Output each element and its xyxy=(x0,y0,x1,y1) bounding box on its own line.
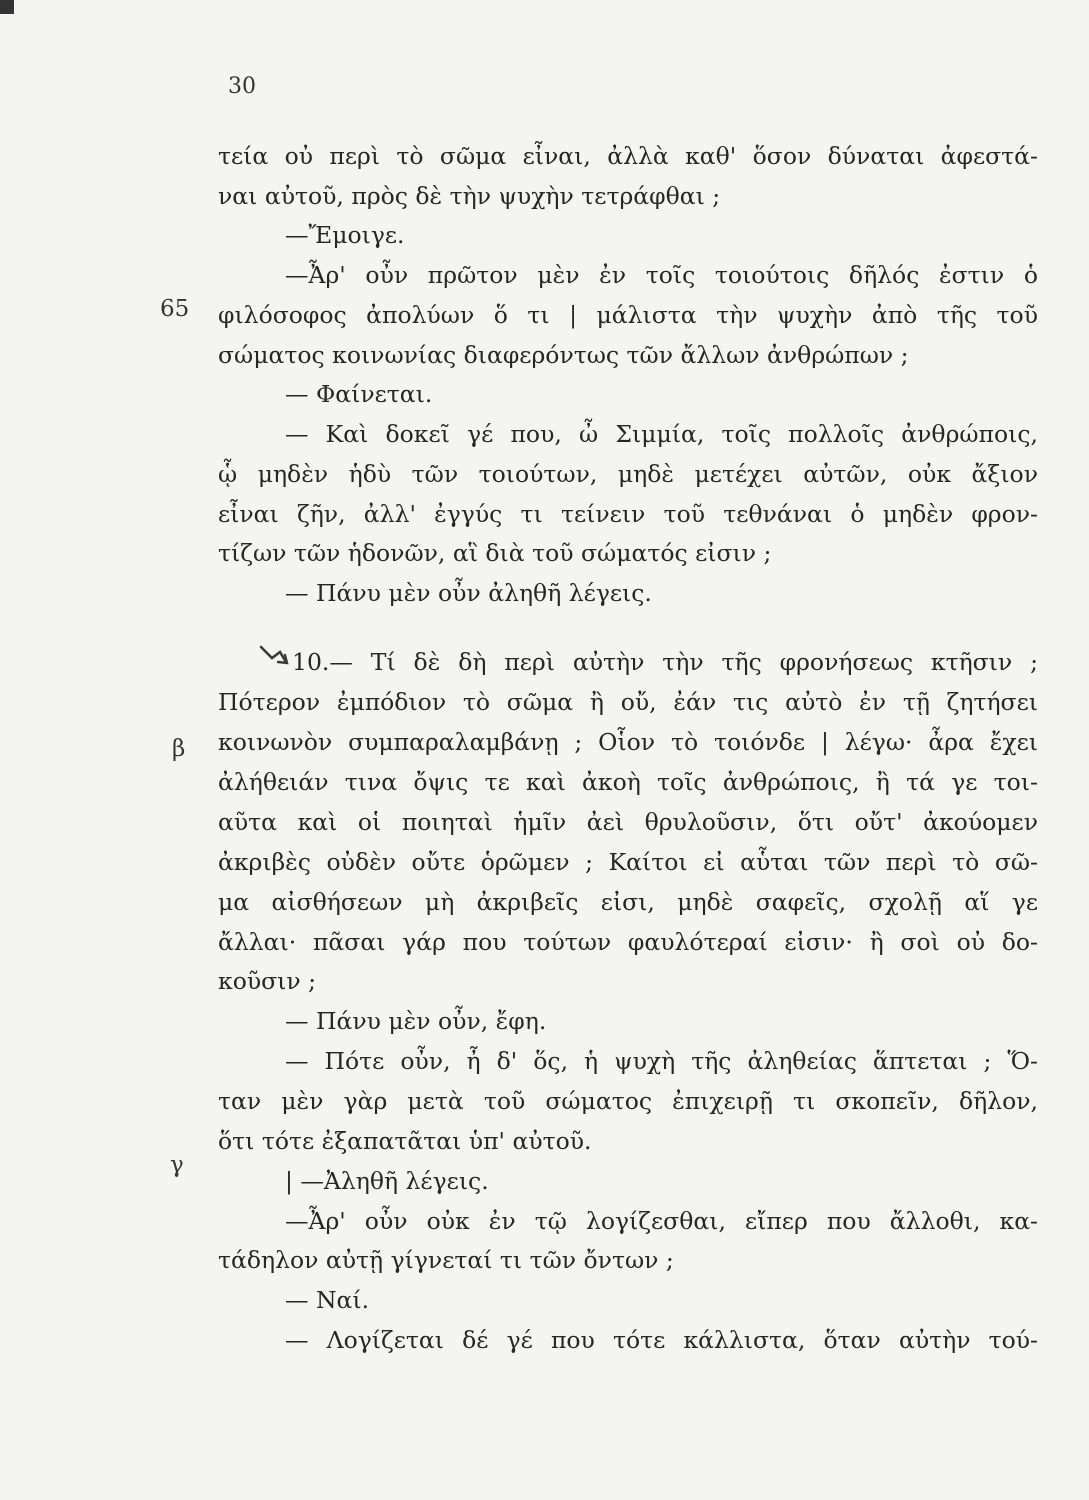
text-line: ἀλήθειάν τινα ὄψις τε καὶ ἀκοὴ τοῖς ἀνθρώποις, ἢ τά γε τοι- xyxy=(218,768,1038,796)
text-line: — Καὶ δοκεῖ γέ που, ὦ Σιμμία, τοῖς πολλοῖς ἀνθρώποις, xyxy=(285,420,1038,448)
text-line: φιλόσοφος ἀπολύων ὅ τι | μάλιστα τὴν ψυχὴν ἀπὸ τῆς τοῦ xyxy=(218,301,1038,329)
text-line: ἀκριβὲς οὐδὲν οὔτε ὁρῶμεν ; Καίτοι εἰ αὗται τῶν περὶ τὸ σῶ- xyxy=(218,848,1038,876)
section-heading-line: 10.— Τί δὲ δὴ περὶ αὐτὴν τὴν τῆς φρονήσεως κτῆσιν ; xyxy=(292,648,1038,676)
text-line: —Ἔμοιγε. xyxy=(285,221,405,249)
text-line: ὅτι τότε ἐξαπατᾶται ὑπ' αὐτοῦ. xyxy=(218,1127,592,1155)
text-line: ἄλλαι· πᾶσαι γάρ που τούτων φαυλότεραί εἰσιν· ἢ σοὶ οὐ δο- xyxy=(218,928,1038,956)
text-line: ᾧ μηδὲν ἡδὺ τῶν τοιούτων, μηδὲ μετέχει αὐτῶν, οὐκ ἄξιον xyxy=(218,460,1038,488)
text-line: μα αἰσθήσεων μὴ ἀκριβεῖς εἰσι, μηδὲ σαφεῖς, σχολῇ αἵ γε xyxy=(218,888,1038,916)
text-line: ναι αὐτοῦ, πρὸς δὲ τὴν ψυχὴν τετράφθαι ; xyxy=(218,182,721,210)
text-line: σώματος κοινωνίας διαφερόντως τῶν ἄλλων ἀνθρώπων ; xyxy=(218,341,909,369)
text-line: —Ἆρ' οὖν πρῶτον μὲν ἐν τοῖς τοιούτοις δῆλός ἐστιν ὁ xyxy=(285,261,1038,289)
text-line: — Πάνυ μὲν οὖν ἀληθῆ λέγεις. xyxy=(285,579,652,607)
text-line: Πότερον ἐμπόδιον τὸ σῶμα ἢ οὔ, ἐάν τις αὐτὸ ἐν τῇ ζητήσει xyxy=(218,688,1038,716)
text-line: αῦτα καὶ οἱ ποιηταὶ ἡμῖν ἀεὶ θρυλοῦσιν, ὅτι οὔτ' ἀκούομεν xyxy=(218,808,1038,836)
text-line: | —Ἀληθῆ λέγεις. xyxy=(285,1167,489,1195)
text-line: — Ναί. xyxy=(285,1286,370,1314)
margin-line-number-65: 65 xyxy=(160,296,190,322)
margin-section-beta: β xyxy=(172,736,186,762)
text-line: εἶναι ζῆν, ἀλλ' ἐγγύς τι τείνειν τοῦ τεθνάναι ὁ μηδὲν φρον- xyxy=(218,500,1038,528)
text-line: τίζων τῶν ἡδονῶν, αἳ διὰ τοῦ σώματός εἰσιν ; xyxy=(218,539,772,567)
text-line: κοῦσιν ; xyxy=(218,967,317,995)
text-line: — Πότε οὖν, ἦ δ' ὅς, ἡ ψυχὴ τῆς ἀληθείας ἅπτεται ; Ὅ- xyxy=(285,1047,1038,1075)
text-line: κοινωνὸν συμπαραλαμβάνῃ ; Οἷον τὸ τοιόνδε | λέγω· ἆρα ἔχει xyxy=(218,728,1038,756)
text-line: τεία οὐ περὶ τὸ σῶμα εἶναι, ἀλλὰ καθ' ὅσον δύναται ἀφεστά- xyxy=(218,142,1038,170)
text-line: — Πάνυ μὲν οὖν, ἔφη. xyxy=(285,1007,547,1035)
margin-section-gamma: γ xyxy=(170,1152,184,1178)
text-line: ταν μὲν γὰρ μετὰ τοῦ σώματος ἐπιχειρῇ τι σκοπεῖν, δῆλον, xyxy=(218,1087,1038,1115)
text-line: — Φαίνεται. xyxy=(285,380,433,408)
text-line: τάδηλον αὐτῇ γίγνεταί τι τῶν ὄντων ; xyxy=(218,1246,674,1274)
text-line: —Ἆρ' οὖν οὐκ ἐν τῷ λογίζεσθαι, εἴπερ που ἄλλοθι, κα- xyxy=(285,1207,1038,1235)
text-line: — Λογίζεται δέ γέ που τότε κάλλιστα, ὅταν αὐτὴν τού- xyxy=(285,1326,1038,1354)
page-number: 30 xyxy=(228,74,256,99)
